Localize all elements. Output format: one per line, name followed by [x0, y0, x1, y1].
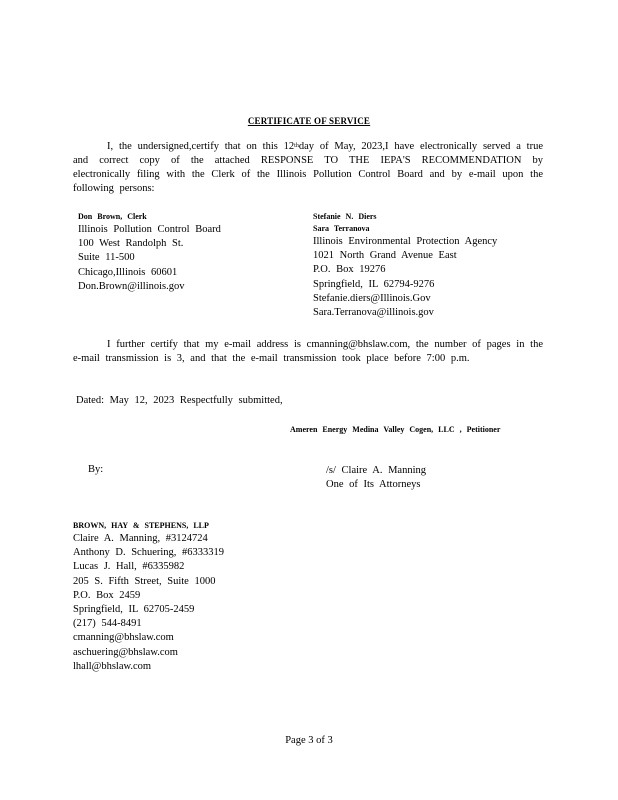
email-address: Don.Brown@illinois.gov — [78, 280, 185, 292]
address-line: Suite 11-500 — [78, 252, 135, 264]
service-list-left — [78, 211, 221, 294]
attorney-line: Anthony D. Schuering, #6333319 — [73, 547, 225, 559]
page-number: Page 3 of 3 — [285, 735, 333, 746]
signature-line: /s/ Claire A. Manning — [326, 465, 426, 476]
email-address: aschuering@bhslaw.com — [73, 646, 178, 658]
address-line: Chicago,Illinois 60601 — [78, 266, 178, 278]
address-line: 205 S. Fifth Street, Suite 1000 — [73, 575, 216, 587]
email-certification-paragraph: I further certify that my e-mail address is cmanning@bhslaw.com, the number of pages in the e-mail transmission is 3, and that the e-mail transmission took place before 7:00 p.m. — [73, 339, 543, 364]
attorney-line: Lucas J. Hall, #6335982 — [73, 561, 185, 573]
signature-title: One of Its Attorneys — [326, 479, 421, 491]
address-line: Springfield, IL 62794-9276 — [313, 278, 435, 290]
dated-line: Dated: May 12, 2023 Respectfully submitted, — [76, 395, 283, 406]
document-title: CERTIFICATE OF SERVICE — [247, 116, 371, 126]
address-line: Illinois Pollution Control Board — [78, 224, 221, 235]
certification-paragraph: I, the undersigned,certify that on this 12thday of May, 2023,I have electronically served a true and correct copy of the attached RESPONSE TO THE IEPA'S RECOMMENDATION by electronically filing with the Clerk of the Illinois Pollution Control Board and by e-mail upon the following persons: — [73, 141, 544, 194]
address-line: P.O. Box 19276 — [313, 264, 386, 276]
service-list-right — [313, 211, 497, 320]
recipient-name: Don Brown, Clerk — [78, 212, 147, 221]
phone-number: (217) 544-8491 — [73, 618, 142, 630]
address-line: Illinois Environmental Protection Agency — [313, 236, 498, 247]
petitioner-name: Ameren Energy Medina Valley Cogen, LLC , Petitioner — [290, 425, 501, 434]
address-line: 1021 North Grand Avenue East — [313, 250, 457, 262]
email-address: cmanning@bhslaw.com — [73, 632, 174, 644]
email-address: Stefanie.diers@Illinois.Gov — [313, 292, 431, 304]
email-address: Sara.Terranova@illinois.gov — [313, 307, 434, 319]
address-line: P.O. Box 2459 — [73, 589, 141, 601]
email-address: lhall@bhslaw.com — [73, 660, 152, 672]
law-firm-block — [73, 520, 224, 674]
attorney-line: Claire A. Manning, #3124724 — [73, 533, 208, 544]
recipient-name: Sara Terranova — [313, 224, 370, 233]
address-line: 100 West Randolph St. — [78, 238, 184, 250]
firm-name: BROWN, HAY & STEPHENS, LLP — [73, 521, 209, 530]
recipient-name: Stefanie N. Diers — [313, 212, 377, 221]
by-label: By: — [88, 464, 104, 475]
signature-block — [326, 464, 426, 492]
address-line: Springfield, IL 62705-2459 — [73, 604, 195, 616]
